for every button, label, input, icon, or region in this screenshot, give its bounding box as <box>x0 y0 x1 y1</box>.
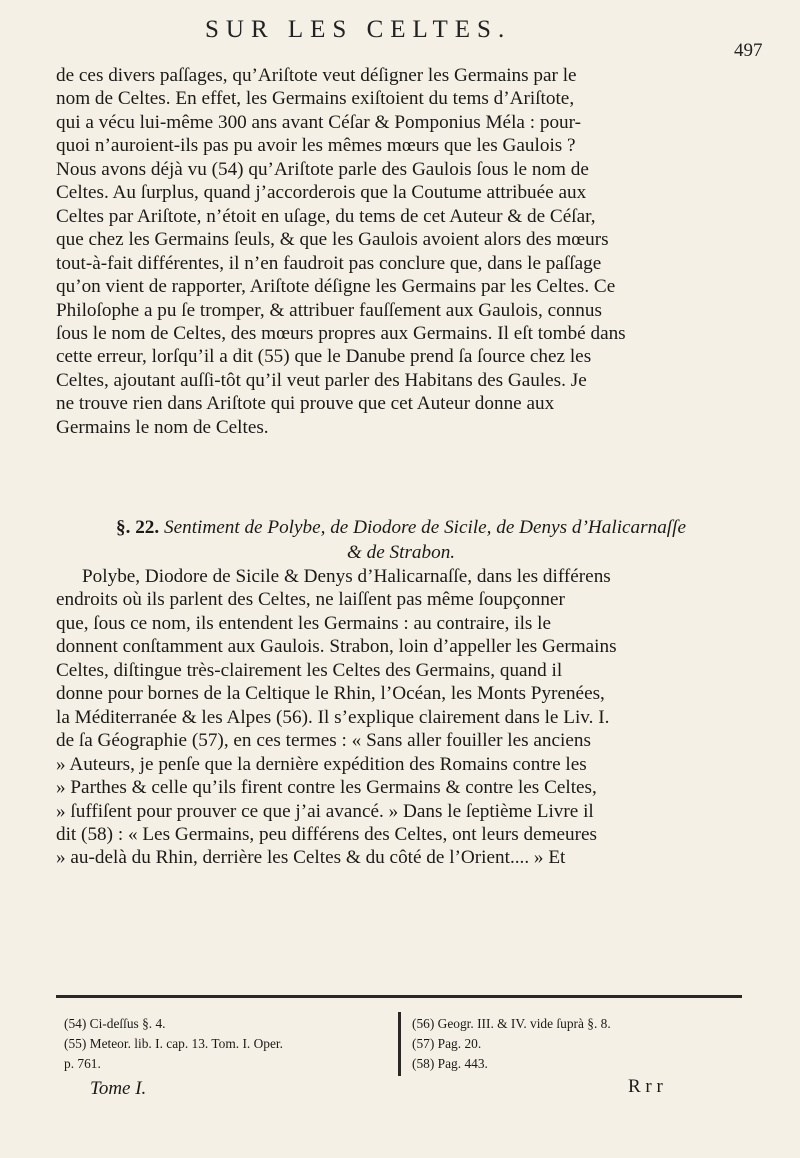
paragraph-2: Polybe, Diodore de Sicile & Denys d’Halicarnaſſe, dans les différens endroits où ils parlent des Celtes, ne laiſſent pas même ſoupçonner que, ſous ce nom, ils entendent les Germains : au contraire, ils le donnent conſtamment aux Gaulois. Strabon, loin d’appeller les Germains Celtes, diſtingue très-clairement les Celtes des Germains, quand il donne pour bornes de la Celtique le Rhin, l’Océan, les Monts Pyrenées, la Méditerranée & les Alpes (56). Il s’explique clairement dans le Liv. I. de ſa Géographie (57), en ces termes : « Sans aller fouiller les anciens » Auteurs, je penſe que la dernière expédition des Romains contre les » Parthes & celle qu’ils firent contre les Germains & contre les Celtes, » ſuffiſent pour prouver ce que j’ai avancé. » Dans le ſeptième Livre il dit (58) : « Les Germains, peu différens des Celtes, ont leurs demeures » au-delà du Rhin, derrière les Celtes & du côté de l’Orient.... » Et <box>56 566 617 869</box>
volume-label: Tome I. <box>90 1078 147 1099</box>
footnote-rule <box>56 995 742 998</box>
running-head: SUR LES CELTES. <box>205 16 512 43</box>
footnotes-left: (54) Ci-deſſus §. 4. (55) Meteor. lib. I. cap. 13. Tom. I. Oper. p. 761. <box>64 1016 283 1071</box>
page-number: 497 <box>734 40 763 61</box>
footnotes-right: (56) Geogr. III. & IV. vide ſuprà §. 8. (57) Pag. 20. (58) Pag. 443. <box>412 1016 611 1071</box>
paragraph-1: de ces divers paſſages, qu’Ariſtote veut déſigner les Germains par le nom de Celtes. En effet, les Germains exiſtoient du tems d’Ariſtote, qui a vécu lui-même 300 ans avant Céſar & Pomponius Méla : pour- quoi n’auroient-ils pas pu avoir les mêmes mœurs que les Gaulois ? Nous avons déjà vu (54) qu’Ariſtote parle des Gaulois ſous le nom de Celtes. Au ſurplus, quand j’accorderois que la Coutume attribuée aux Celtes par Ariſtote, n’étoit en uſage, du tems de cet Auteur & de Céſar, que chez les Germains ſeuls, & que les Gaulois avoient alors des mœurs tout-à-fait différentes, il n’en faudroit pas conclure que, dans le paſſage qu’on vient de rapporter, Ariſtote déſigne les Germains par les Celtes. Ce Philoſophe a pu ſe tromper, & attribuer fauſſement aux Gaulois, connus ſous le nom de Celtes, des mœurs propres aux Germains. Il eſt tombé dans cette erreur, lorſqu’il a dit (55) que le Danube prend ſa ſource chez les Celtes, ajoutant auſſi-tôt qu’il veut parler des Habitans des Gaules. Je ne trouve rien dans Ariſtote qui prouve que cet Auteur donne aux Germains le nom de Celtes. <box>56 65 626 438</box>
section-title: Sentiment de Polybe, de Diodore de Sicile, de Denys d’Halicarnaſſe & de Strabon. <box>163 517 686 563</box>
footnote-divider <box>398 1012 401 1076</box>
section-heading <box>56 515 746 565</box>
section-number: §. 22. <box>116 517 160 538</box>
signature-mark: R r r <box>628 1076 663 1097</box>
